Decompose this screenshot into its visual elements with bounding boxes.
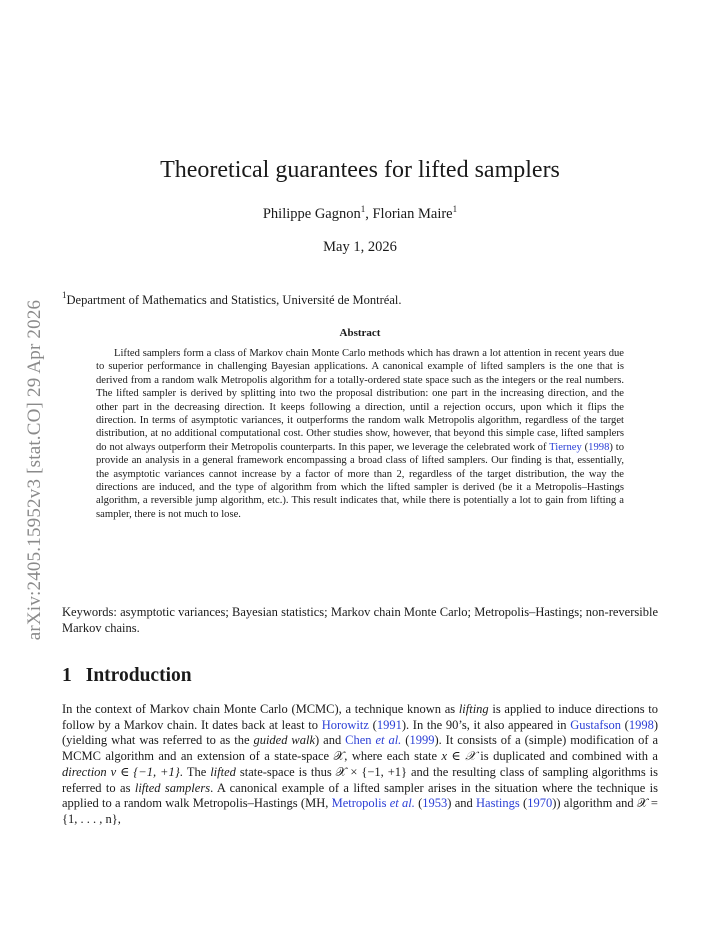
- author-separator: ,: [365, 206, 373, 222]
- body-text: is duplicated and combined with a: [475, 749, 658, 764]
- body-text: . It consists of a (simple) modification of a MCMC algorithm and an extension of a state-space 𝒳, where each state: [62, 733, 658, 764]
- abstract-heading: Abstract: [339, 327, 381, 339]
- emphasis: lifted samplers: [134, 780, 211, 795]
- abstract-text: Lifted samplers form a class of Markov chain Monte Carlo methods which has drawn a lot attention in recent years due to superior performance in challenging Bayesian applications. A canonical example of lifted samplers is the one that is derived from a random walk Metropolis algorithm for a totally-ordered state space such as the integers or the real numbers. The lifted sampler is derived by splitting into two the proposal distribution: one part in the increasing direction, and the other part in the decreasing direction. It keeps following a direction, until a rejection occurs, upon which it flips the direction. In terms of asymptotic variances, it outperforms the random walk Metropolis algorithm, regardless of the target distribution, at no additional computational cost. Other studies show, however, that beyond this simple case, lifted samplers do not always outperform their Metropolis counterparts. In this paper, we leverage the celebrated work of: [96, 348, 624, 453]
- citation-link[interactable]: Gustafson: [570, 717, 621, 732]
- section-title: Introduction: [85, 665, 192, 686]
- citation-year-link[interactable]: 1998: [628, 717, 654, 732]
- arxiv-stamp: [20, 255, 50, 685]
- body-text: . The: [179, 764, 211, 779]
- citation-link[interactable]: Hastings: [476, 796, 520, 811]
- author-affiliation-mark: 1: [452, 204, 458, 214]
- body-text: state-space is thus 𝒳 × {−1, +1} and the resulting class of sampling algorithms is referred to as: [62, 764, 659, 795]
- affiliation-text: Department of Mathematics and Statistics, Université de Montréal.: [66, 293, 402, 307]
- emphasis: guided walk: [253, 733, 316, 748]
- body-text: ) algorithm and 𝒳 = {1, . . . , n},: [62, 796, 658, 826]
- citation-year-link[interactable]: 1998: [588, 441, 610, 453]
- author-name: Philippe Gagnon: [262, 206, 361, 222]
- citation-year-link[interactable]: 1999: [409, 733, 435, 748]
- citation-year-link[interactable]: 1991: [376, 717, 402, 732]
- section-number: 1: [62, 665, 72, 686]
- body-text: . In the 90’s, it also appeared in: [405, 717, 571, 732]
- citation-link[interactable]: [332, 796, 415, 810]
- author-name: Florian Maire: [372, 206, 453, 222]
- emphasis: direction: [62, 764, 107, 779]
- author-list: [0, 205, 720, 223]
- paper-title: Theoretical guarantees for lifted samplers: [160, 157, 560, 183]
- arxiv-identifier: arXiv:2405.15952v3 [stat.CO] 29 Apr 2026: [24, 299, 45, 641]
- emphasis: lifted: [210, 764, 236, 779]
- section-heading: [62, 665, 192, 687]
- keywords: Keywords: asymptotic variances; Bayesian statistics; Markov chain Monte Carlo; Metropolis–Hastings; non-reversible Markov chains.: [62, 605, 658, 635]
- citation-link[interactable]: [345, 733, 401, 747]
- body-text: is applied to induce directions to follow by a Markov chain. It dates back at least to: [62, 702, 658, 732]
- citation-author: Chen: [345, 733, 376, 748]
- citation-et-al: et al.: [389, 796, 415, 811]
- body-text: (yielding what was referred to as the: [62, 733, 254, 748]
- abstract-text: to provide an analysis in a general framework encompassing a broad class of lifted samplers. Our finding is that, essentially, the asymptotic variances cannot increase by a factor of more than 2, regardless of the target distribution, the way the directions are induced, and the type of algorithm from which the lifted sampler is derived (be it a Metropolis–Hastings algorithm, a reversible jump algorithm, etc.). This result indicates that, while there is potentially a lot to gain from lifting a sampler, there is not much to lose.: [96, 441, 625, 520]
- citation-et-al: et al.: [375, 733, 402, 748]
- math-expression: ν ∈ {−1, +1}: [106, 764, 180, 779]
- abstract-body: Lifted samplers form a class of Markov chain Monte Carlo methods which has drawn a lot attention in recent years due to superior performance in challenging Bayesian applications. A canonical example of lifted samplers is the one that is derived from a random walk Metropolis algorithm for a totally-ordered state space such as the integers or the real numbers. The lifted sampler is derived by splitting into two the proposal distribution: one part in the increasing direction, and the other part in the decreasing direction. It keeps following a direction, until a rejection occurs, upon which it flips the direction. In terms of asymptotic variances, it outperforms the random walk Metropolis algorithm, regardless of the target distribution, at no additional computational cost. Other studies show, however, that beyond this simple case, lifted samplers do not always outperform their Metropolis counterparts. In this paper, we leverage the celebrated work of Tierney (1998) to provide an analysis in a general framework encompassing a broad class of lifted samplers. Our finding is that, essentially, the asymptotic variances cannot increase by a factor of more than 2, regardless of the target distribution, the way the directions are induced, and the type of algorithm from which the lifted sampler is derived (be it a Metropolis–Hastings algorithm, a reversible jump algorithm, etc.). This result indicates that, while there is potentially a lot to gain from lifting a sampler, there is not much to lose.: [96, 348, 625, 520]
- citation-link[interactable]: Tierney: [549, 441, 582, 453]
- affiliation: [62, 292, 401, 308]
- body-text: In the context of Markov chain Monte Carlo (MCMC), a technique known as: [62, 702, 459, 716]
- body-text: and: [451, 796, 477, 811]
- citation-author: Metropolis: [331, 796, 390, 811]
- body-text: ) and: [315, 733, 346, 748]
- citation-year-link[interactable]: 1970: [527, 796, 553, 811]
- citation-year-link[interactable]: 1953: [422, 796, 448, 811]
- emphasis: lifting: [458, 702, 489, 716]
- paper-date: May 1, 2026: [323, 239, 397, 255]
- body-text: . A canonical example of a lifted sampler arises in the situation where the technique is applied to a random walk Metropolis–Hastings (MH,: [62, 780, 658, 811]
- author-affiliation-mark: 1: [360, 204, 366, 214]
- introduction-paragraph: In the context of Markov chain Monte Carlo (MCMC), a technique known as lifting is applied to induce directions to follow by a Markov chain. It dates back at least to Horowitz (1991). In the 90’s, it also appeared in Gustafson (1998) (yielding what was referred to as the guided walk) and Chen et al. (1999). It consists of a (simple) modification of a MCMC algorithm and an extension of a state-space 𝒳, where each state x ∈ 𝒳 is duplicated and combined with a direction ν ∈ {−1, +1}. The lifted state-space is thus 𝒳 × {−1, +1} and the resulting class of sampling algorithms is referred to as lifted samplers. A canonical example of a lifted sampler arises in the situation where the technique is applied to a random walk Metropolis–Hastings (MH, Metropolis et al. (1953) and Hastings (1970)) algorithm and 𝒳 = {1, . . . , n},: [62, 702, 659, 826]
- affiliation-mark: 1: [62, 290, 67, 300]
- math-expression: x ∈ 𝒳: [441, 749, 476, 764]
- citation-link[interactable]: Horowitz: [321, 717, 369, 732]
